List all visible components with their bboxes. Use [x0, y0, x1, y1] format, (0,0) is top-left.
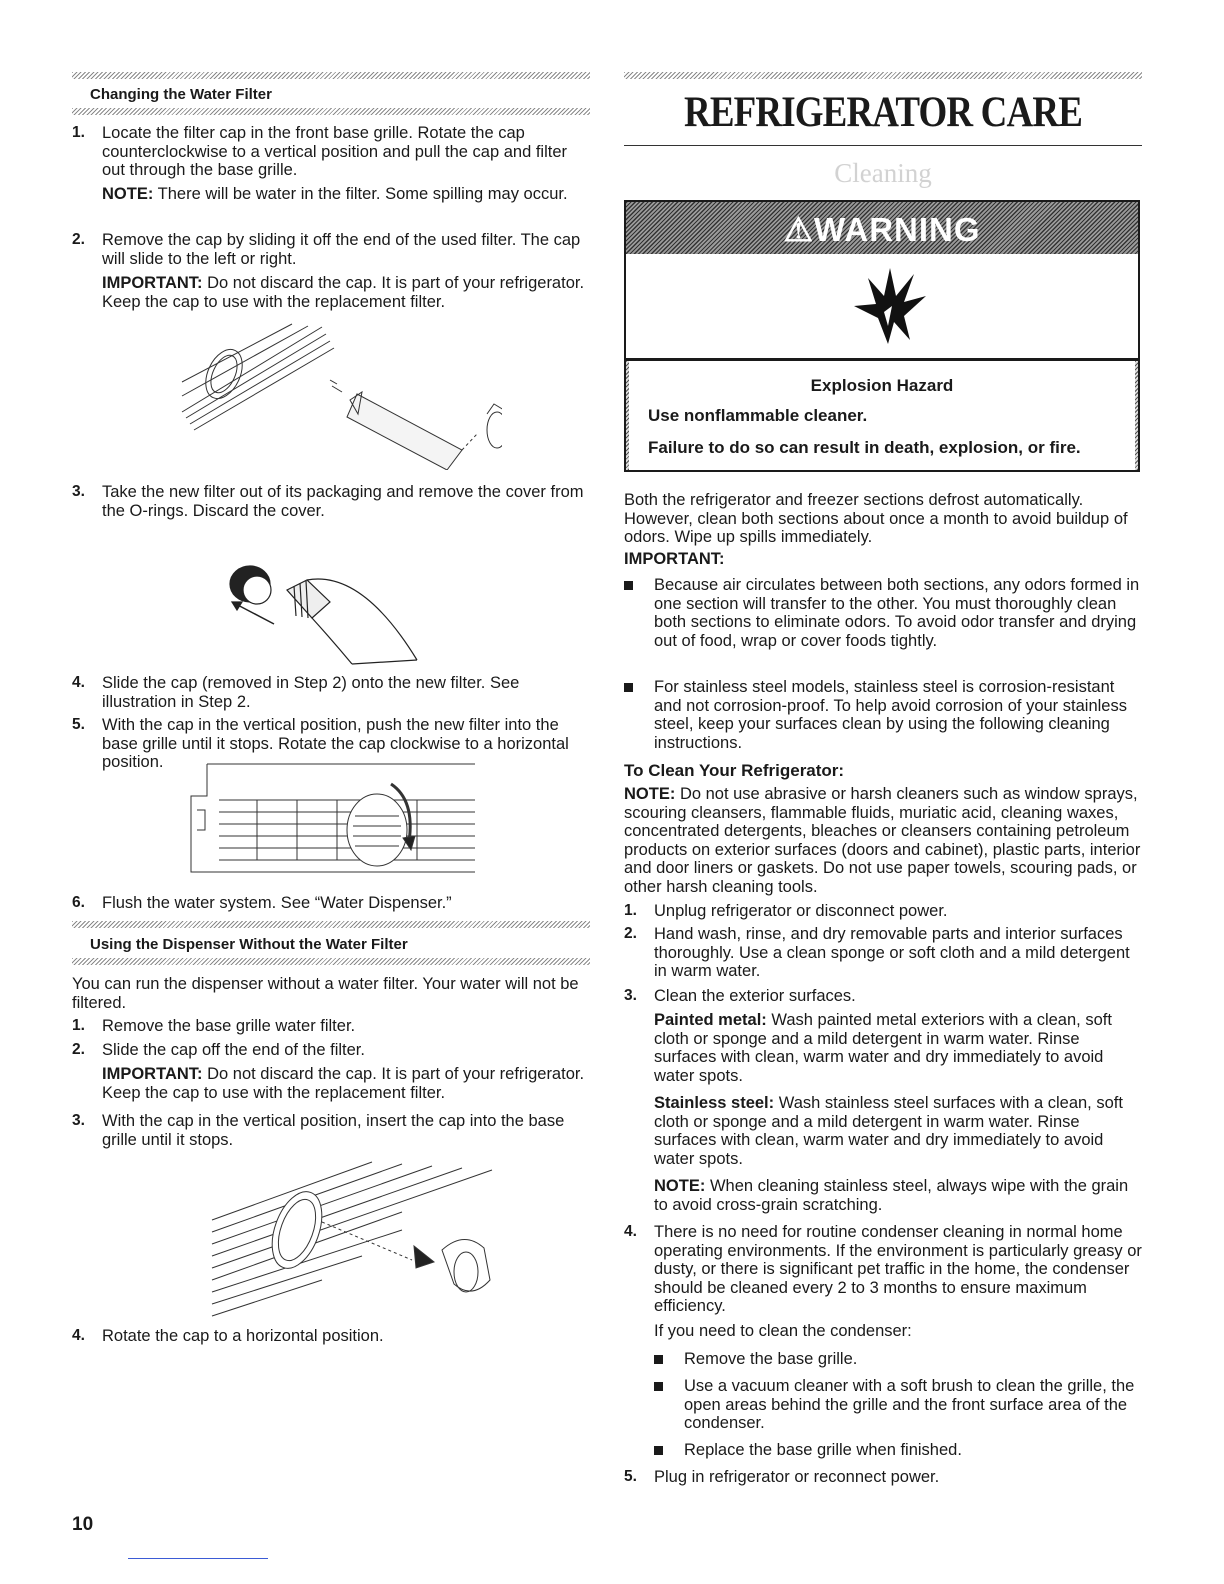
clean-note [624, 785, 1142, 896]
note-label: NOTE: [654, 1177, 706, 1195]
intro-paragraph: Both the refrigerator and freezer sections defrost automatically. However, clean both sections about once a month to avoid buildup of odors. Wipe up spills immediately. [624, 491, 1128, 546]
stainless-steel-paragraph [654, 1094, 1142, 1168]
step-text: Flush the water system. See “Water Dispenser.” [102, 894, 452, 912]
bullet-text: Use a vacuum cleaner with a soft brush to clean the grille, the open areas behind the grille and the front surface area of the condenser. [684, 1377, 1135, 1432]
warning-line-1: Use nonflammable cleaner. [648, 406, 868, 425]
note-text: Do not use abrasive or harsh cleaners such as window sprays, scouring cleansers, flammable fluids, muriatic acid, cleaning waxes, concentrated detergents, bleaches or cleansers containing petroleum products on exterior surfaces (doors and cabinet), plastic parts, interior and door liners or gaskets. Do not use paper towels, scouring pads, or other harsh cleaning tools. [624, 785, 1141, 896]
bullet-text: Remove the base grille. [684, 1350, 858, 1368]
bullet-icon [654, 1382, 663, 1391]
step-text: Slide the cap off the end of the filter. [102, 1041, 365, 1059]
painted-metal-text: Wash painted metal exteriors with a clean, soft cloth or sponge and a mild detergent in warm water. Rinse surfaces with clean, warm water and dry immediately to avoid water spots. [654, 1011, 1112, 1085]
step-number: 1. [72, 124, 85, 141]
note-paragraph [102, 185, 590, 204]
step-number: 4. [624, 1223, 637, 1240]
bullet-text: Because air circulates between both sections, any odors formed in one section will transfer to the other. You must thoroughly clean both sections to eliminate odors. To avoid odor transfer and drying out of food, wrap or cover foods tightly. [654, 576, 1140, 650]
important-heading: IMPORTANT: [624, 550, 725, 568]
painted-metal-label: Painted metal: [654, 1011, 767, 1029]
section-divider [72, 921, 590, 928]
warning-line-2: Failure to do so can result in death, explosion, or fire. [648, 438, 1081, 457]
step-number: 3. [624, 987, 637, 1004]
step-text: Unplug refrigerator or disconnect power. [654, 902, 948, 920]
note-label: NOTE: [624, 785, 676, 803]
step-number: 3. [72, 483, 85, 500]
step-text: Hand wash, rinse, and dry removable parts and interior surfaces thoroughly. Use a clean sponge or soft cloth and a mild detergent in warm water. [654, 925, 1130, 980]
footer-line [128, 1558, 268, 1559]
step-text: Rotate the cap to a horizontal position. [102, 1327, 384, 1345]
step-number: 1. [72, 1017, 85, 1034]
important-label: IMPORTANT: [102, 1065, 203, 1083]
step-text: Slide the cap (removed in Step 2) onto the new filter. See illustration in Step 2. [102, 674, 520, 711]
step-number: 2. [624, 925, 637, 942]
section-divider [72, 72, 590, 79]
important-paragraph [102, 1065, 590, 1102]
step-number: 6. [72, 894, 85, 911]
bullet-icon [624, 581, 633, 590]
bullet-text: For stainless steel models, stainless steel is corrosion-resistant and not corrosion-proof. To help avoid corrosion of your stainless steel, keep your surfaces clean by using the following cleaning instructions. [654, 678, 1127, 752]
clean-heading: To Clean Your Refrigerator: [624, 761, 845, 780]
stainless-steel-label: Stainless steel: [654, 1094, 775, 1112]
bullet-icon [624, 683, 633, 692]
step-number: 5. [72, 716, 85, 733]
step-text: There is no need for routine condenser cleaning in normal home operating environments. If the environment is particularly greasy or dusty, or there is significant pet traffic in the home, the condenser should be cleaned every 2 to 3 months to ensure maximum efficiency. [654, 1223, 1142, 1315]
step-text: With the cap in the vertical position, push the new filter into the base grille until it stops. Rotate the cap clockwise to a horizontal position. [102, 716, 569, 771]
painted-metal-paragraph [654, 1011, 1142, 1085]
step-text: With the cap in the vertical position, insert the cap into the base grille until it stops. [102, 1112, 565, 1149]
note-label: NOTE: [102, 185, 154, 203]
important-paragraph [102, 274, 590, 311]
explosion-icon [848, 266, 928, 346]
step-number: 2. [72, 1041, 85, 1058]
bullet-icon [654, 1355, 663, 1364]
important-label: IMPORTANT: [102, 274, 203, 292]
section-divider [72, 958, 590, 965]
condenser-intro: If you need to clean the condenser: [654, 1322, 912, 1340]
stainless-steel-text: Wash stainless steel surfaces with a clean, soft cloth or sponge and a mild detergent in warm water. Rinse surfaces with clean, warm water and dry immediately to avoid water spots. [654, 1094, 1123, 1168]
warning-header [626, 202, 1138, 254]
step-number: 4. [72, 674, 85, 691]
section-title-dispenser-without-filter: Using the Dispenser Without the Water Filter [90, 936, 408, 953]
warning-hazard-title: Explosion Hazard [810, 376, 954, 395]
step-text: Locate the filter cap in the front base grille. Rotate the cap counterclockwise to a vertical position and pull the cap and filter out through the base grille. [102, 124, 568, 179]
important-text: Do not discard the cap. It is part of your refrigerator. Keep the cap to use with the replacement filter. [102, 274, 585, 311]
warning-triangle-icon: ⚠ [783, 211, 815, 248]
cap-insert-grille-illustration [202, 1160, 502, 1320]
step-number: 4. [72, 1327, 85, 1344]
step-number: 5. [624, 1468, 637, 1485]
step-number: 3. [72, 1112, 85, 1129]
step-text: Remove the cap by sliding it off the end of the used filter. The cap will slide to the left or right. [102, 231, 581, 268]
step-number: 2. [72, 231, 85, 248]
note-text: There will be water in the filter. Some spilling may occur. [157, 185, 568, 203]
warning-separator [626, 358, 1138, 361]
grille-cap-rotate-illustration [187, 760, 477, 878]
note-text: When cleaning stainless steel, always wipe with the grain to avoid cross-grain scratching. [654, 1177, 1129, 1214]
section-title-changing-filter: Changing the Water Filter [90, 86, 272, 103]
page-number: 10 [72, 1514, 94, 1535]
stainless-note-paragraph [654, 1177, 1142, 1214]
bullet-text: Replace the base grille when finished. [684, 1441, 962, 1459]
section-divider [72, 108, 590, 115]
step-text: Remove the base grille water filter. [102, 1017, 356, 1035]
warning-label: WARNING [814, 211, 981, 248]
section-divider [624, 72, 1142, 79]
step-text: Clean the exterior surfaces. [654, 987, 856, 1005]
important-text: Do not discard the cap. It is part of your refrigerator. Keep the cap to use with the replacement filter. [102, 1065, 585, 1102]
step-item [72, 124, 590, 184]
filter-cap-removal-illustration [172, 322, 502, 470]
step-text: Plug in refrigerator or reconnect power. [654, 1468, 940, 1486]
intro-paragraph: You can run the dispenser without a water filter. Your water will not be filtered. [72, 975, 579, 1012]
step-number: 1. [624, 902, 637, 919]
o-ring-cover-illustration [212, 560, 472, 672]
step-text: Take the new filter out of its packaging and remove the cover from the O-rings. Discard the cover. [102, 483, 584, 520]
warning-box [624, 200, 1140, 472]
page-title: REFRIGERATOR CARE [683, 89, 1083, 136]
bullet-icon [654, 1446, 663, 1455]
page-subtitle: Cleaning [834, 158, 932, 188]
title-rule [624, 145, 1142, 146]
